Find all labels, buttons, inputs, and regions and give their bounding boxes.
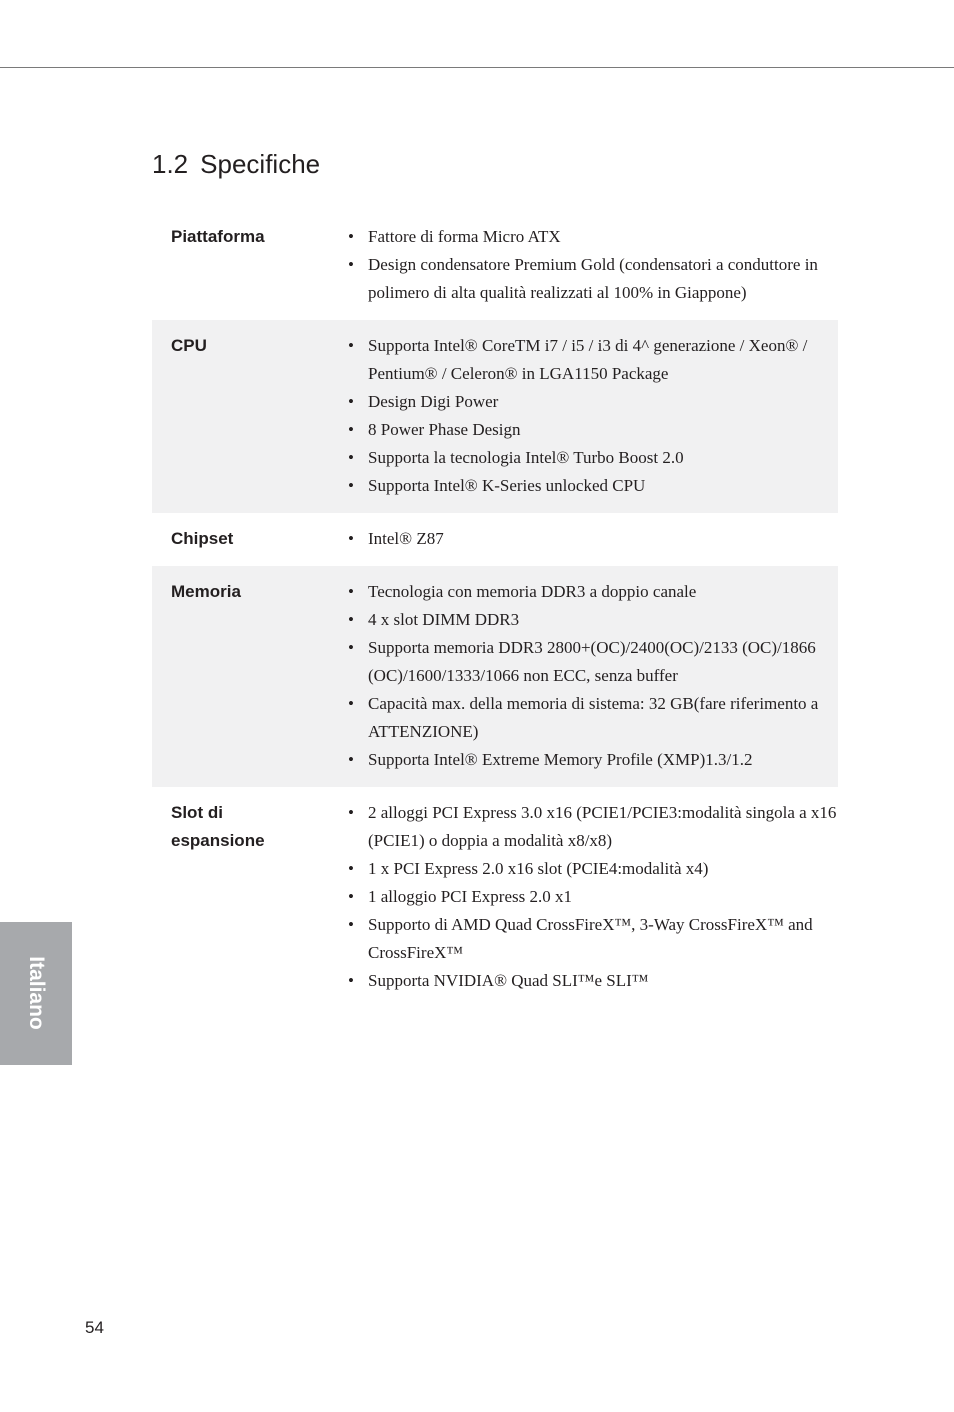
spec-item: • Intel® Z87: [348, 525, 838, 553]
spec-item: • Supporta Intel® K-Series unlocked CPU: [348, 472, 838, 500]
spec-item: • 8 Power Phase Design: [348, 416, 838, 444]
spec-items: [331, 578, 838, 774]
spec-label-line: Memoria: [171, 582, 241, 601]
spec-label: [152, 223, 331, 307]
spec-label-line: Slot di: [171, 803, 223, 822]
spec-items: [331, 332, 838, 500]
spec-label-line: CPU: [171, 336, 207, 355]
spec-items: [331, 223, 838, 307]
spec-item: • 1 x PCI Express 2.0 x16 slot (PCIE4:modalità x4): [348, 855, 838, 883]
spec-item: • Supporta memoria DDR3 2800+(OC)/2400(OC)/2133 (OC)/1866 (OC)/1600/1333/1066 non ECC, senza buffer: [348, 634, 838, 690]
spec-table: [152, 211, 838, 1008]
language-side-tab: [0, 922, 72, 1065]
page-number: 54: [85, 1318, 104, 1337]
spec-item: • Supporta Intel® Extreme Memory Profile (XMP)1.3/1.2: [348, 746, 838, 774]
spec-item: • Supporta NVIDIA® Quad SLI™e SLI™: [348, 967, 838, 995]
spec-row-chipset: [152, 513, 838, 566]
section-number: 1.2: [152, 149, 189, 179]
spec-item: • Tecnologia con memoria DDR3 a doppio canale: [348, 578, 838, 606]
spec-label: [152, 799, 331, 995]
spec-items: [331, 525, 838, 553]
spec-items: [331, 799, 838, 995]
spec-label-line: Chipset: [171, 529, 234, 548]
spec-row-memoria: [152, 566, 838, 787]
spec-row-slot-di-espansione: [152, 787, 838, 1008]
spec-row-cpu: [152, 320, 838, 513]
section-title: [152, 146, 320, 182]
spec-row-piattaforma: [152, 211, 838, 320]
spec-item: • Capacità max. della memoria di sistema: 32 GB(fare riferimento a ATTENZIONE): [348, 690, 838, 746]
header-rule: [0, 67, 954, 68]
section-title-text: Specifiche: [200, 149, 321, 179]
spec-item: • 2 alloggi PCI Express 3.0 x16 (PCIE1/PCIE3:modalità singola a x16 (PCIE1) o doppia a modalità x8/x8): [348, 799, 838, 855]
spec-item: • Design Digi Power: [348, 388, 838, 416]
spec-label-line: Piattaforma: [171, 227, 265, 246]
spec-item: • 4 x slot DIMM DDR3: [348, 606, 838, 634]
spec-label: [152, 332, 331, 500]
language-side-tab-label: Italiano: [25, 956, 48, 1030]
spec-label: [152, 525, 331, 553]
spec-label: [152, 578, 331, 774]
spec-item: • Design condensatore Premium Gold (condensatori a conduttore in polimero di alta qualità realizzati al 100% in Giappone): [348, 251, 838, 307]
spec-item: • Supporta Intel® CoreTM i7 / i5 / i3 di 4^ generazione / Xeon® / Pentium® / Celeron® in LGA1150 Package: [348, 332, 838, 388]
spec-item: • 1 alloggio PCI Express 2.0 x1: [348, 883, 838, 911]
spec-label-line: espansione: [171, 831, 265, 850]
spec-item: • Supporta la tecnologia Intel® Turbo Boost 2.0: [348, 444, 838, 472]
spec-item: • Supporto di AMD Quad CrossFireX™, 3-Way CrossFireX™ and CrossFireX™: [348, 911, 838, 967]
spec-item: • Fattore di forma Micro ATX: [348, 223, 838, 251]
